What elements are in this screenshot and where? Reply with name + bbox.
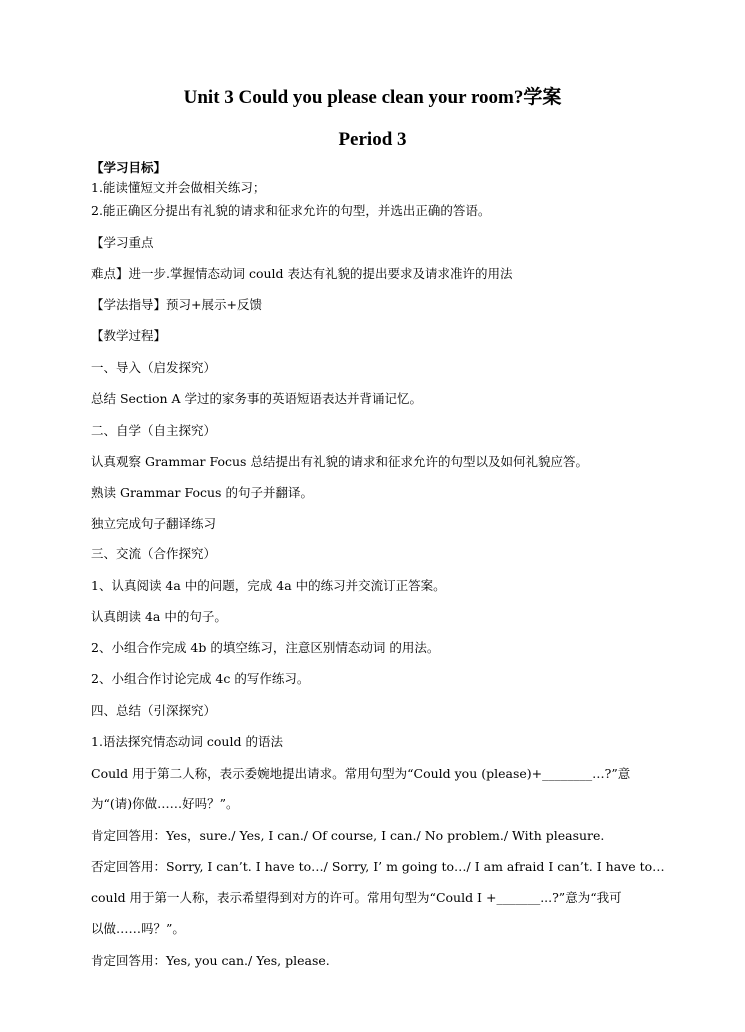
text-line: 【学法指导】预习+展示+反馈	[91, 297, 262, 312]
document-title: Unit 3 Could you please clean your room?学案	[183, 87, 562, 108]
text-line: 2、小组合作完成 4b 的填空练习，注意区别情态动词 的用法。	[91, 640, 440, 655]
text-line: 熟读 Grammar Focus 的句子并翻译。	[91, 485, 313, 500]
text-line: 以做……吗？”。	[91, 921, 185, 936]
text-line: 认真观察 Grammar Focus 总结提出有礼貌的请求和征求允许的句型以及如何礼貌应答。	[91, 454, 588, 469]
section-heading-objectives: 【学习目标】	[91, 160, 167, 175]
text-line: could 用于第一人称，表示希望得到对方的许可。常用句型为“Could I +_______...?”意为“我可	[91, 890, 622, 905]
text-line: 1.能读懂短文并会做相关练习；	[91, 180, 266, 195]
text-line: 难点】进一步.掌握情态动词 could 表达有礼貌的提出要求及请求准许的用法	[91, 266, 513, 281]
text-line: 肯定回答用：Yes，sure./ Yes, I can./ Of course, I can./ No problem./ With pleasure.	[91, 828, 605, 843]
text-line: 1、认真阅读 4a 中的问题，完成 4a 中的练习并交流订正答案。	[91, 578, 446, 593]
text-line: 2、小组合作讨论完成 4c 的写作练习。	[91, 671, 310, 686]
text-line: 肯定回答用：Yes, you can./ Yes, please.	[91, 953, 330, 968]
text-line: 二、自学（自主探究）	[91, 423, 217, 438]
document-subtitle: Period 3	[338, 129, 407, 150]
text-line: 认真朗读 4a 中的句子。	[91, 609, 227, 624]
text-line: 为“(请)你做……好吗？”。	[91, 796, 239, 811]
text-line: 独立完成句子翻译练习	[91, 516, 217, 531]
text-line: 否定回答用：Sorry, I can’t. I have to…/ Sorry, I’ m going to…/ I am afraid I can’t. I have to…	[91, 859, 665, 874]
text-line: 总结 Section A 学过的家务事的英语短语表达并背诵记忆。	[91, 391, 423, 406]
text-line: 四、总结（引深探究）	[91, 703, 217, 718]
text-line: 三、交流（合作探究）	[91, 546, 217, 561]
text-line: Could 用于第二人称，表示委婉地提出请求。常用句型为“Could you (please)+________…?”意	[91, 766, 631, 781]
section-heading-focus: 【学习重点	[91, 235, 154, 250]
text-line: 1.语法探究情态动词 could 的语法	[91, 734, 283, 749]
text-line: 一、导入（启发探究）	[91, 360, 217, 375]
text-line: 2.能正确区分提出有礼貌的请求和征求允许的句型，并选出正确的答语。	[91, 203, 491, 218]
section-heading-process: 【教学过程】	[91, 328, 167, 343]
